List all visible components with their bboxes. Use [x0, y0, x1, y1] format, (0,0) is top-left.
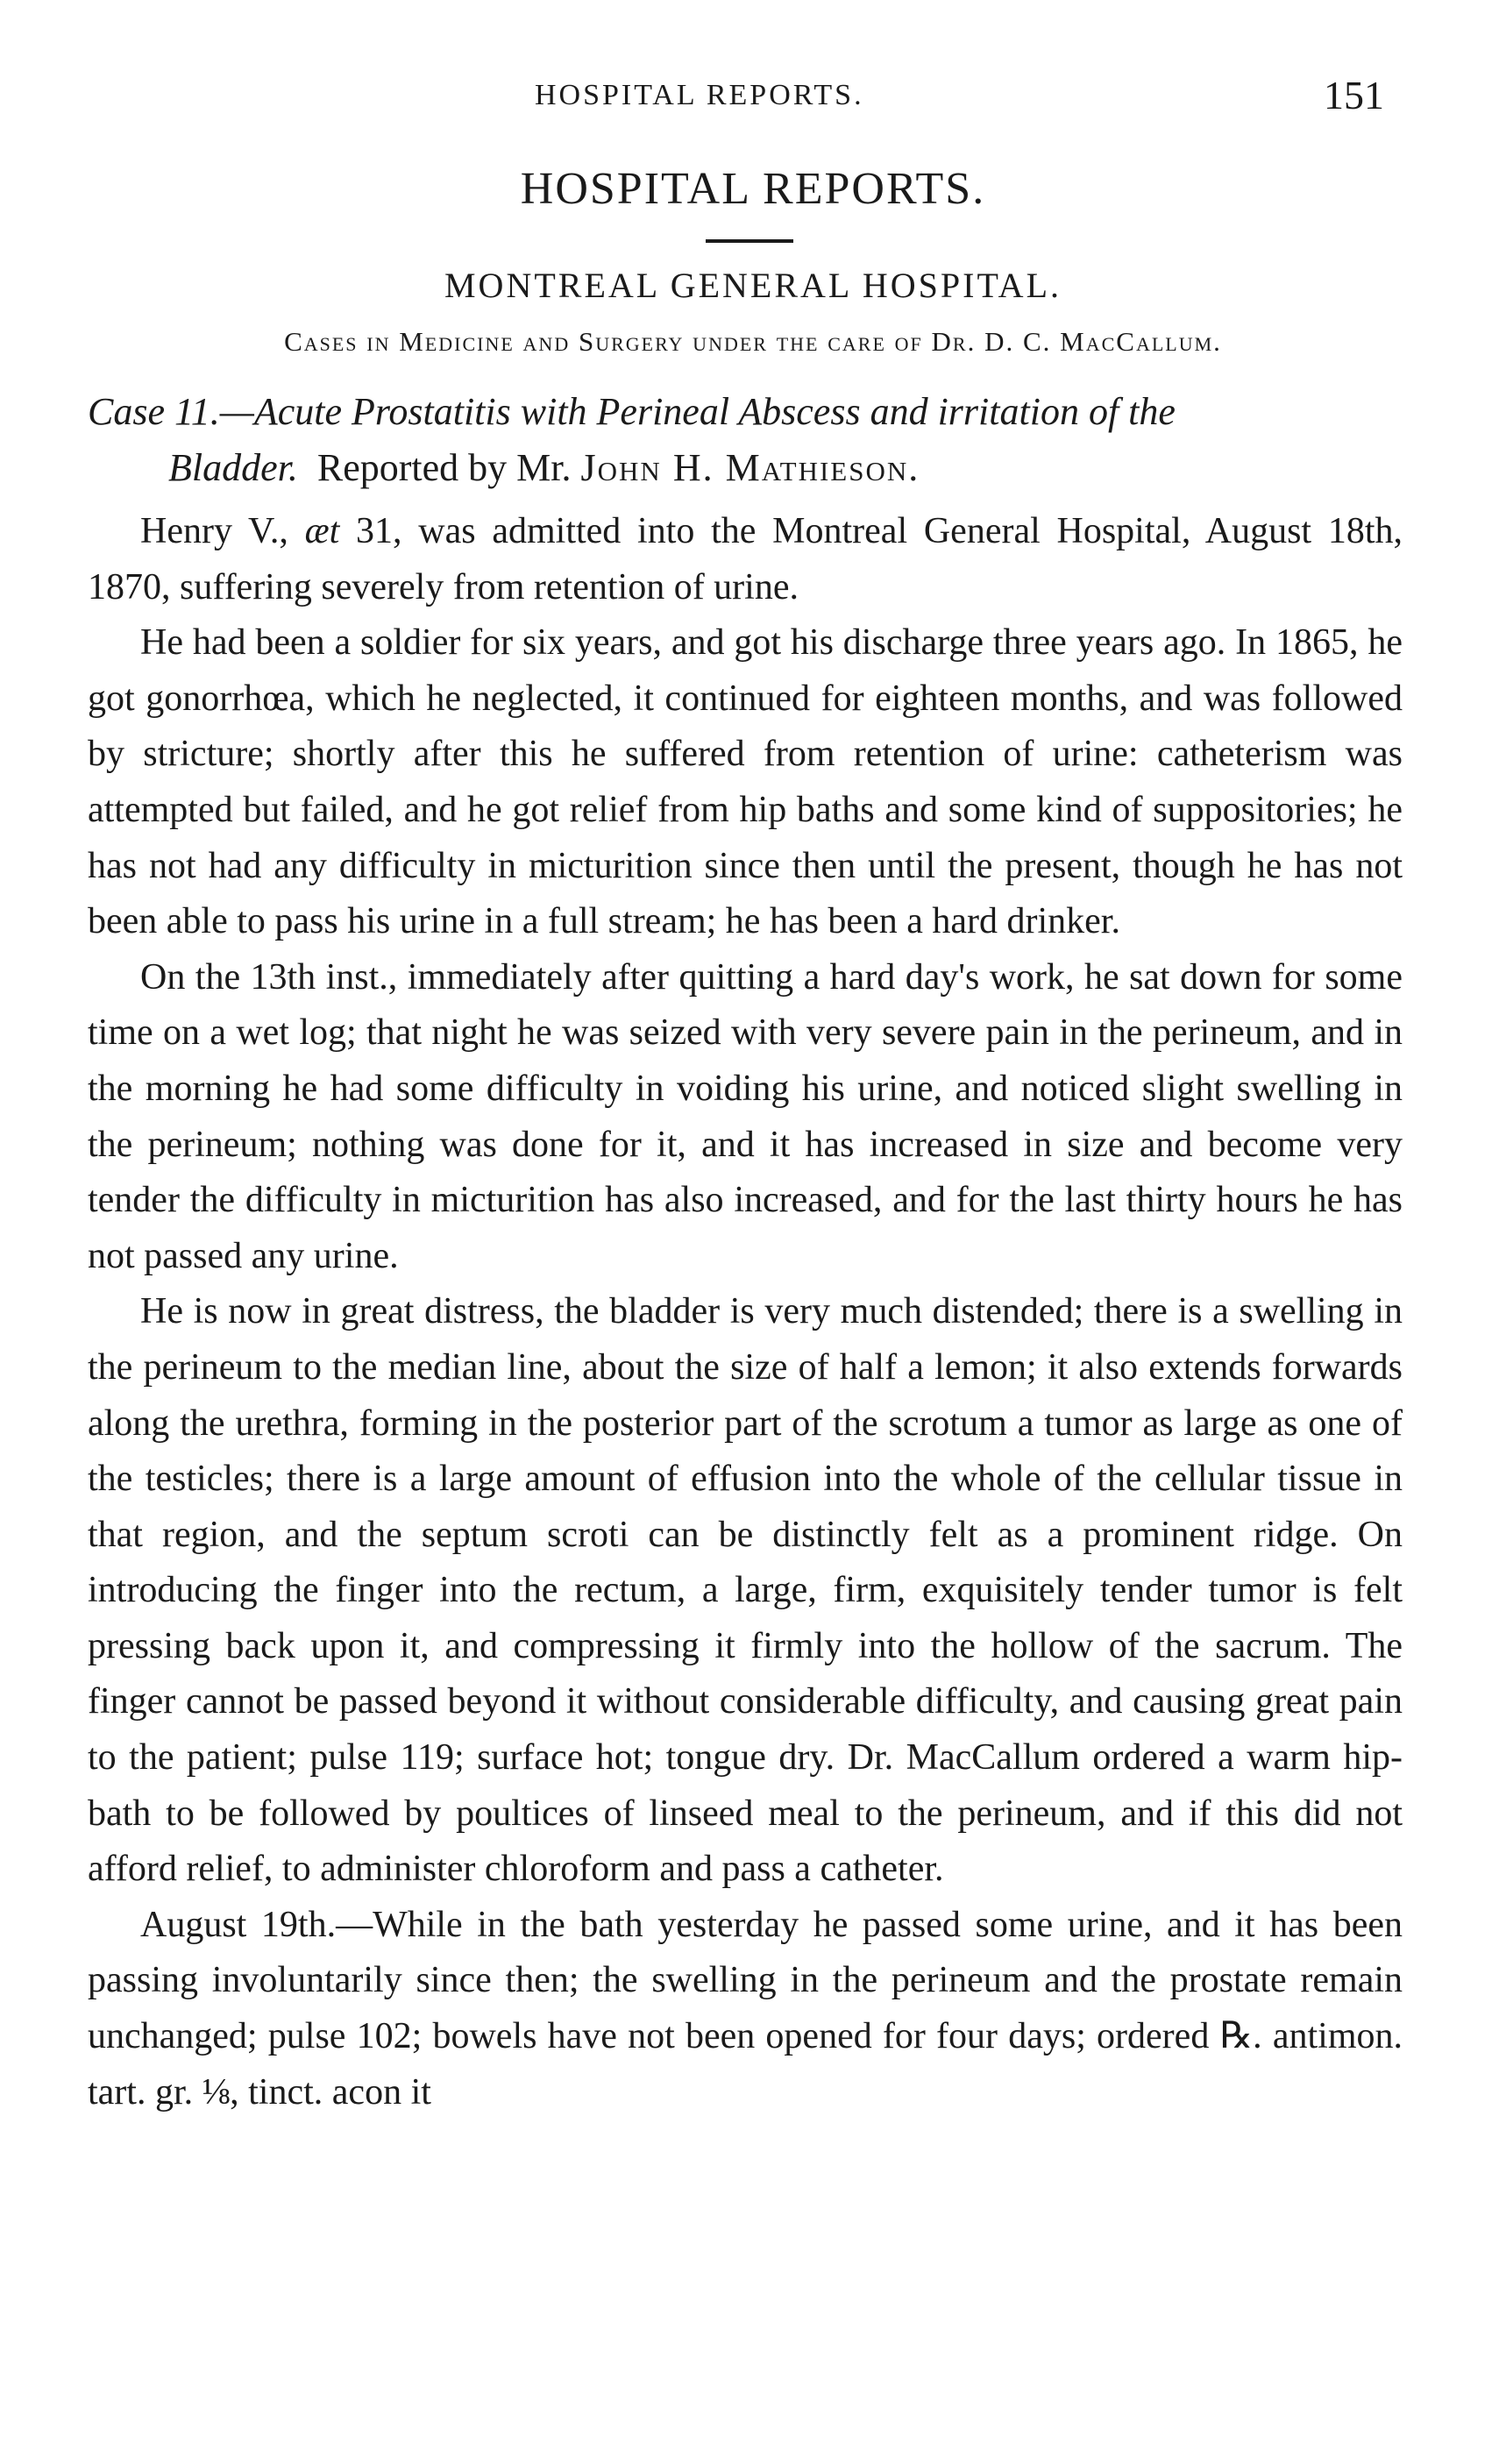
- running-head: [0, 72, 1506, 124]
- paragraph-admission: [88, 504, 1403, 615]
- page-number: 151: [1324, 73, 1384, 117]
- reporter-name: John H. Mathieson.: [580, 446, 920, 489]
- title-rule: [706, 239, 793, 243]
- case-body: [88, 504, 1403, 2120]
- p1-italic: æt: [304, 511, 340, 551]
- paragraph-august-19: August 19th.—While in the bath yesterday he passed some urine, and it has been passing involuntarily since then; the swelling in the perineum and the prostate remain unchanged; pulse 102; bowels have not been opened for four days; ordered ℞. antimon. tart. gr. ⅛, tinct. acon it: [88, 1904, 1403, 2113]
- case-heading: [88, 384, 1403, 496]
- case-title-line2-wrap: [88, 440, 1403, 496]
- cases-subtitle: Cases in Medicine and Surgery under the care of Dr. D. C. MacCallum.: [284, 326, 1222, 357]
- case-title-line2: Bladder.: [168, 446, 298, 489]
- section-title: HOSPITAL REPORTS.: [520, 164, 986, 214]
- running-head-title: HOSPITAL REPORTS.: [535, 79, 864, 111]
- p1-text-b: 31, was admitted into the Montreal General Hospital, August 18th, 1870, suffering severely from retention of urine.: [88, 511, 1403, 607]
- paragraph-examination: He is now in great distress, the bladder is very much distended; there is a swelling in the perineum to the median line, about the size of half a lemon; it also extends forwards along the urethra, forming in the posterior part of the scrotum a tumor as large as one of the testicles; there is a large amount of effusion into the whole of the cellular tissue in that region, and the septum scroti can be distinctly felt as a prominent ridge. On introducing the finger into the rectum, a large, firm, exquisitely tender tumor is felt pressing back upon it, and compressing it firmly into the hollow of the sacrum. The finger cannot be passed beyond it without considerable difficulty, and causing great pain to the patient; pulse 119; surface hot; tongue dry. Dr. MacCallum ordered a warm hip-bath to be followed by poultices of linseed meal to the perineum, and if this did not afford relief, to administer chloroform and pass a catheter.: [88, 1291, 1403, 1890]
- case-title-line1: —Acute Prostatitis with Perineal Abscess and irritation of the: [219, 390, 1176, 433]
- reported-by: Reported by Mr.: [316, 446, 572, 489]
- paragraph-history: He had been a soldier for six years, and got his discharge three years ago. In 1865, he got gonorrhœa, which he neglected, it continued for eighteen months, and was followed by stricture; shortly after this he suffered from retention of urine: catheterism was attempted but failed, and he got relief from hip baths and some kind of suppositories; he has not had any difficulty in micturition since then until the present, though he has not been able to pass his urine in a full stream; he has been a hard drinker.: [88, 622, 1403, 942]
- p1-text-a: Henry V.,: [140, 511, 305, 551]
- paragraph-onset: On the 13th inst., immediately after quitting a hard day's work, he sat down for some time on a wet log; that night he was seized with very severe pain in the perineum, and in the morning he had some difficulty in voiding his urine, and noticed slight swelling in the perineum; nothing was done for it, and it has increased in size and become very tender the difficulty in micturition has also increased, and for the last thirty hours he has not passed any urine.: [88, 956, 1403, 1276]
- case-number: Case 11.: [88, 390, 220, 433]
- hospital-heading: MONTREAL GENERAL HOSPITAL.: [444, 266, 1062, 305]
